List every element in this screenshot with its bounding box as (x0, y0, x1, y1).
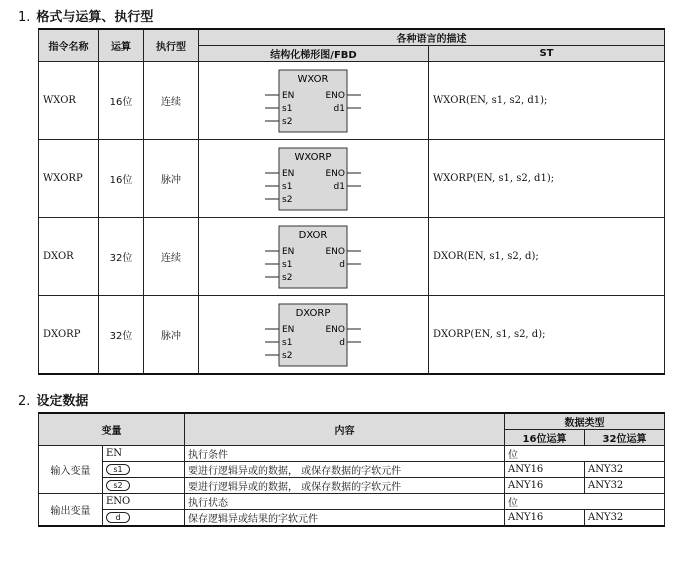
section-1-number: 1. (18, 10, 31, 25)
table-row (39, 140, 665, 218)
st-syntax: WXORP(EN, s1, s2, d1); (429, 140, 665, 218)
operation-bits: 32位 (99, 296, 144, 375)
variable-d-pill: d (106, 512, 130, 523)
header-32bit: 32位运算 (585, 430, 665, 446)
variable-name: EN (103, 446, 185, 462)
pin-s2: s2 (282, 117, 293, 127)
table-row (39, 446, 665, 462)
pin-en: EN (282, 325, 295, 335)
pin-out: d (339, 338, 345, 348)
data-type-32: ANY32 (585, 462, 665, 478)
data-type-bit: 位 (505, 446, 665, 462)
data-type-16: ANY16 (505, 510, 585, 527)
table-row (39, 296, 665, 375)
function-block-diagram (263, 223, 363, 291)
header-16bit: 16位运算 (505, 430, 585, 446)
variable-content: 要进行逻辑异或的数据， 或保存数据的字软元件 (185, 478, 505, 494)
exec-type: 连续 (144, 218, 199, 296)
header-operation: 运算 (99, 29, 144, 62)
table-row (39, 218, 665, 296)
operation-bits: 16位 (99, 62, 144, 140)
fb-name: WXORP (294, 152, 332, 163)
section-1-label: 格式与运算、执行型 (36, 10, 154, 25)
pin-eno: ENO (325, 247, 345, 257)
table-row (39, 462, 665, 478)
fb-name: WXOR (297, 74, 329, 85)
header-data-type: 数据类型 (505, 413, 665, 430)
data-type-32: ANY32 (585, 478, 665, 494)
function-block-diagram (263, 145, 363, 213)
header-content: 内容 (185, 413, 505, 446)
fb-name: DXORP (295, 308, 331, 319)
table-row (39, 494, 665, 510)
variable-name: ENO (103, 494, 185, 510)
pin-s1: s1 (282, 104, 293, 114)
instruction-name: WXORP (39, 140, 99, 218)
fbd-cell (199, 218, 429, 296)
section-1-title (18, 6, 153, 25)
instruction-name: DXORP (39, 296, 99, 375)
data-type-bit: 位 (505, 494, 665, 510)
variable-content: 要进行逻辑异或的数据， 或保存数据的字软元件 (185, 462, 505, 478)
function-block-diagram (263, 301, 363, 369)
settings-table (38, 412, 665, 527)
header-fbd: 结构化梯形图/FBD (199, 46, 429, 62)
variable-name-cell (103, 478, 185, 494)
data-type-16: ANY16 (505, 462, 585, 478)
exec-type: 脉冲 (144, 140, 199, 218)
fbd-cell (199, 140, 429, 218)
variable-content: 保存逻辑异或结果的字软元件 (185, 510, 505, 527)
section-2-number: 2. (18, 394, 31, 409)
table-row (39, 62, 665, 140)
pin-s2: s2 (282, 351, 293, 361)
st-syntax: DXOR(EN, s1, s2, d); (429, 218, 665, 296)
st-syntax: DXORP(EN, s1, s2, d); (429, 296, 665, 375)
fbd-cell (199, 62, 429, 140)
exec-type: 连续 (144, 62, 199, 140)
pin-s1: s1 (282, 338, 293, 348)
variable-content: 执行条件 (185, 446, 505, 462)
pin-en: EN (282, 247, 295, 257)
pin-out: d1 (333, 182, 345, 192)
pin-out: d (339, 260, 345, 270)
variable-content: 执行状态 (185, 494, 505, 510)
st-syntax: WXOR(EN, s1, s2, d1); (429, 62, 665, 140)
pin-s2: s2 (282, 273, 293, 283)
output-variables-group: 输出变量 (39, 494, 103, 527)
header-variable: 变量 (39, 413, 185, 446)
instruction-name: DXOR (39, 218, 99, 296)
instruction-name: WXOR (39, 62, 99, 140)
variable-s2-pill: s2 (106, 480, 130, 491)
pin-en: EN (282, 169, 295, 179)
pin-s2: s2 (282, 195, 293, 205)
pin-en: EN (282, 91, 295, 101)
section-2-label: 设定数据 (36, 394, 89, 409)
operation-bits: 16位 (99, 140, 144, 218)
pin-out: d1 (333, 104, 345, 114)
pin-eno: ENO (325, 169, 345, 179)
function-block-diagram (263, 67, 363, 135)
input-variables-group: 输入变量 (39, 446, 103, 494)
fb-name: DXOR (298, 230, 328, 241)
table-row (39, 510, 665, 527)
variable-s1-pill: s1 (106, 464, 130, 475)
exec-type: 脉冲 (144, 296, 199, 375)
variable-name-cell (103, 462, 185, 478)
section-2-title (18, 390, 88, 409)
pin-eno: ENO (325, 325, 345, 335)
header-st: ST (429, 46, 665, 62)
header-exec-type: 执行型 (144, 29, 199, 62)
pin-s1: s1 (282, 260, 293, 270)
pin-eno: ENO (325, 91, 345, 101)
fbd-cell (199, 296, 429, 375)
format-table (38, 28, 665, 375)
data-type-32: ANY32 (585, 510, 665, 527)
data-type-16: ANY16 (505, 478, 585, 494)
header-instruction-name: 指令名称 (39, 29, 99, 62)
operation-bits: 32位 (99, 218, 144, 296)
table-row (39, 478, 665, 494)
header-language-description: 各种语言的描述 (199, 29, 665, 46)
variable-name-cell (103, 510, 185, 527)
pin-s1: s1 (282, 182, 293, 192)
